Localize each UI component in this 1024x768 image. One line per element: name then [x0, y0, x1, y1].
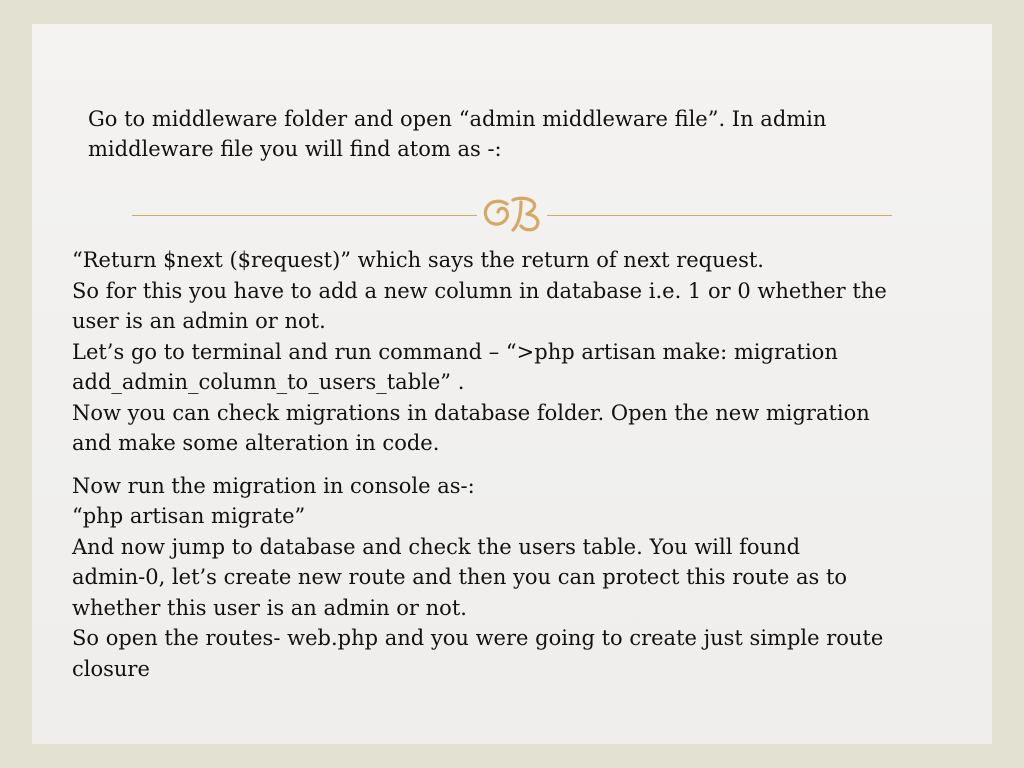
- title-divider: [132, 194, 892, 234]
- slide-body: [72, 245, 952, 684]
- divider-line-right: [547, 215, 892, 216]
- divider-line-left: [132, 215, 477, 216]
- slide-title: Go to middleware folder and open “admin middleware file”. In admin middleware file you will find atom as -:: [88, 107, 827, 161]
- body-paragraph: “Return $next ($request)” which says the return of next request. So for this you have to add a new column in database i.e. 1 or 0 whether the user is an admin or not. Let’s go to terminal and run command – “>php artisan make: migration add_admin_column_to_users_table” . Now you can check migrations in database folder. Open the new migration and make some alteration in code.: [72, 248, 887, 455]
- slide: [32, 24, 992, 744]
- decorative-swash-icon: [477, 194, 547, 234]
- body-paragraph: Now run the migration in console as-: “php artisan migrate” And now jump to database and check the users table. You will found admin-0, let’s create new route and then you can protect this route as to whether this user is an admin or not. So open the routes- web.php and you were going to create just simple route closure: [72, 473, 884, 681]
